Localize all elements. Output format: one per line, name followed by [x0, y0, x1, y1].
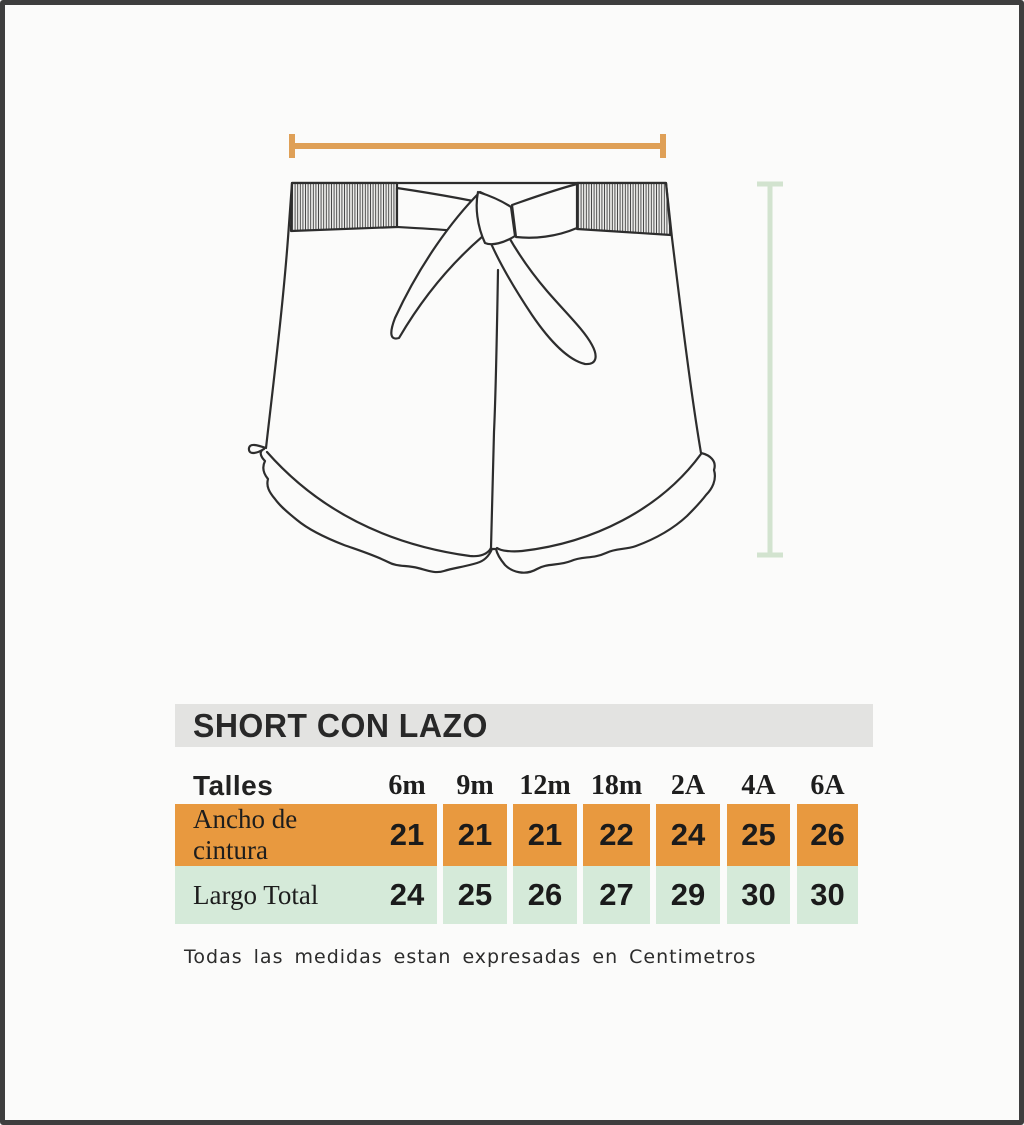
size-col-4a: 4A: [741, 770, 776, 801]
size-col-18m: 18m: [590, 770, 643, 801]
length-2a: 29: [670, 877, 706, 912]
waist-18m: 22: [599, 817, 634, 852]
length-6a: 30: [810, 877, 845, 912]
size-col-2a: 2A: [670, 770, 706, 801]
waist-row-label: Ancho de cintura: [193, 804, 298, 865]
length-row-label: Largo Total: [193, 879, 319, 910]
size-col-9m: 9m: [456, 770, 494, 801]
chart-title-bar: [175, 704, 873, 747]
chart-title: SHORT CON LAZO: [193, 706, 488, 744]
waist-2a: 24: [670, 817, 706, 852]
length-6m: 24: [389, 877, 425, 912]
size-col-6a: 6A: [810, 770, 845, 801]
waist-9m: 21: [457, 817, 493, 852]
length-12m: 26: [527, 877, 563, 912]
length-4a: 30: [741, 877, 776, 912]
sizes-header-row: [175, 760, 858, 804]
row-waist-width: [175, 804, 858, 866]
waistband-hatch-right: [577, 183, 671, 235]
cell-length-label: [175, 866, 437, 924]
length-9m: 25: [457, 877, 493, 912]
waistband-hatch-left: [291, 183, 397, 231]
waist-12m: 21: [527, 817, 563, 852]
units-footnote: Todas las medidas estan expresadas en Centimetros: [184, 946, 757, 968]
size-col-6m: 6m: [388, 770, 426, 801]
row-total-length: [175, 866, 858, 924]
total-length-marker: [757, 184, 783, 555]
length-18m: 27: [599, 877, 634, 912]
cell-waist-label: [175, 804, 437, 866]
sizes-header-label: Talles: [193, 770, 274, 801]
waist-4a: 25: [741, 817, 776, 852]
waist-6a: 26: [810, 817, 845, 852]
size-col-12m: 12m: [519, 770, 571, 801]
shorts-line-art: [249, 183, 715, 573]
shorts-body: [249, 183, 715, 573]
waist-width-marker: [292, 134, 663, 158]
waist-6m: 21: [389, 817, 425, 852]
